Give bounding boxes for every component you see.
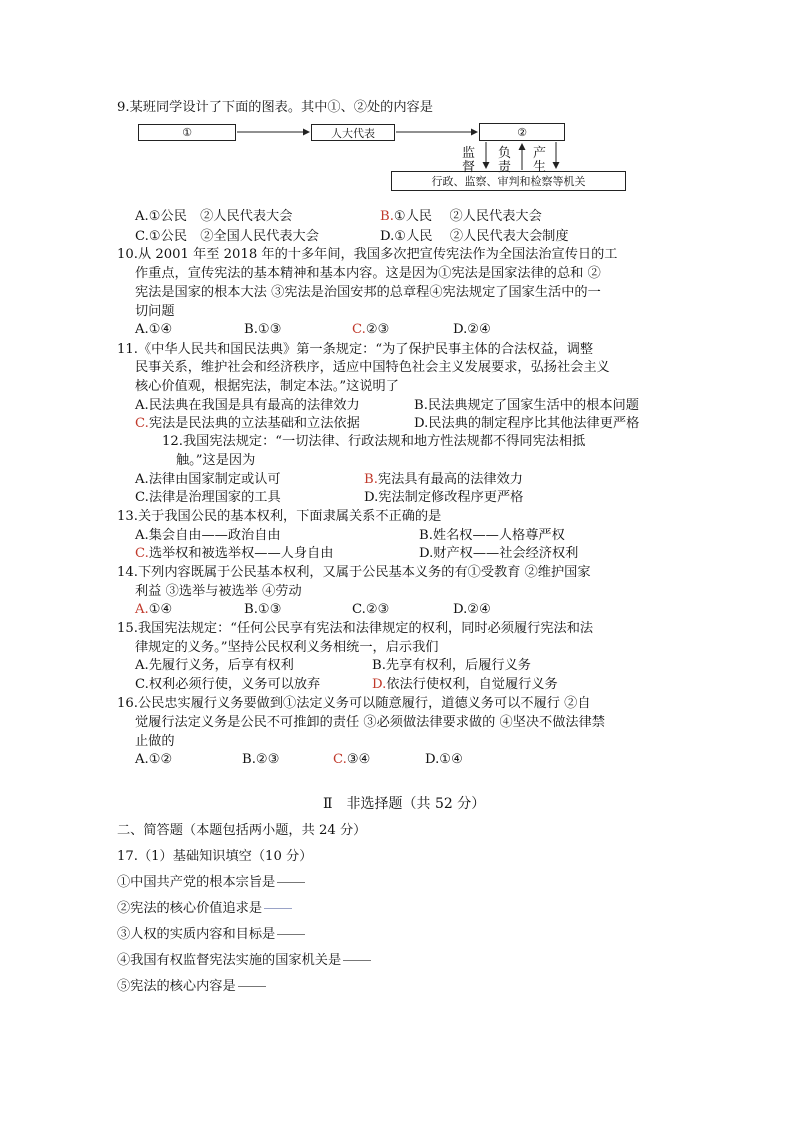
q11-option-a[interactable]: A.民法典在我国是具有最高的法律效力	[135, 398, 360, 413]
diagram-box-4: 行政、监察、审判和检察等机关	[391, 171, 626, 191]
q11-option-d[interactable]: D.民法典的制定程序比其他法律更严格	[414, 416, 640, 431]
q9-stem: 9.某班同学设计了下面的图表。其中①、②处的内容是	[117, 100, 433, 115]
q12-option-a[interactable]: A.法律由国家制定或认可	[135, 472, 281, 487]
fill-blank-item: ⑤宪法的核心内容是	[117, 978, 266, 996]
section-title: Ⅱ 非选择题（共 52 分）	[323, 796, 486, 812]
q16-line: 止做的	[135, 734, 175, 749]
q16-option-c[interactable]: C.③④	[333, 752, 371, 767]
q16-option-d[interactable]: D.①④	[425, 752, 463, 767]
q13-option-c[interactable]: C.选举权和被选举权——人身自由	[135, 546, 334, 561]
q9-option-a[interactable]: A.①公民 ②人民代表大会	[135, 209, 293, 224]
answer-blank[interactable]	[277, 934, 305, 935]
q12-option-d[interactable]: D.宪法制定修改程序更严格	[364, 490, 524, 505]
q13-option-d[interactable]: D.财产权——社会经济权利	[419, 546, 579, 561]
q11-line: 11.《中华人民共和国民法典》第一条规定：“为了保护民事主体的合法权益，调整	[117, 342, 594, 357]
q10-line: 切问题	[135, 304, 175, 319]
q13-option-b[interactable]: B.姓名权——人格尊严权	[419, 528, 565, 543]
q12-option-b[interactable]: B.宪法具有最高的法律效力	[364, 472, 523, 487]
fill-blank-item: ③人权的实质内容和目标是	[117, 926, 305, 944]
q14-line: 利益 ③选举与被选举 ④劳动	[135, 584, 302, 599]
answer-blank[interactable]	[343, 960, 371, 961]
q16-line: 16.公民忠实履行义务要做到①法定义务可以随意履行，道德义务可以不履行 ②自	[117, 696, 591, 711]
q16-option-b[interactable]: B.②③	[242, 752, 280, 767]
q11-option-c[interactable]: C.宪法是民法典的立法基础和立法依据	[135, 416, 360, 431]
diagram-box-3: ②	[479, 123, 565, 141]
q9-option-c[interactable]: C.①公民 ②全国人民代表大会	[135, 229, 319, 244]
q12-option-c[interactable]: C.法律是治理国家的工具	[135, 490, 281, 505]
diagram-label-produce: 产 生	[533, 146, 547, 175]
q11-line: 民事关系，维护社会和经济秩序，适应中国特色社会主义发展要求，弘扬社会主义	[135, 360, 610, 375]
diagram-label-responsible: 负 责	[498, 146, 512, 175]
q15-line: 15.我国宪法规定：“任何公民享有宪法和法律规定的权利，同时必须履行宪法和法	[117, 621, 594, 636]
diagram-box-1: ①	[138, 124, 236, 141]
q15-option-c[interactable]: C.权利必须行使，义务可以放弃	[135, 677, 321, 692]
q10-option-a[interactable]: A.①④	[135, 322, 173, 337]
q10-line: 作重点，宣传宪法的基本精神和基本内容。这是因为①宪法是国家法律的总和 ②	[135, 266, 601, 281]
q14-option-c[interactable]: C.②③	[352, 602, 390, 617]
q12-line: 12.我国宪法规定：“一切法律、行政法规和地方性法规都不得同宪法相抵	[162, 434, 586, 449]
q16-option-a[interactable]: A.①②	[135, 752, 173, 767]
q12-line: 触。”这是因为	[176, 453, 256, 468]
q10-option-d[interactable]: D.②④	[453, 322, 491, 337]
q10-option-b[interactable]: B.①③	[244, 322, 282, 337]
q15-option-b[interactable]: B.先享有权利，后履行义务	[372, 658, 531, 673]
q13-line: 13.关于我国公民的基本权利，下面隶属关系不正确的是	[117, 509, 442, 524]
q10-line: 10.从 2001 年至 2018 年的十多年间，我国多次把宣传宪法作为全国法治宣传日的工	[117, 247, 618, 262]
q17-title: 17.（1）基础知识填空（10 分）	[117, 849, 313, 864]
fill-blank-item: ④我国有权监督宪法实施的国家机关是	[117, 952, 371, 970]
q14-option-a[interactable]: A.①④	[135, 602, 173, 617]
diagram-box-2: 人大代表	[311, 124, 395, 141]
q10-line: 宪法是国家的根本大法 ③宪法是治国安邦的总章程④宪法规定了国家生活中的一	[135, 285, 601, 300]
q11-option-b[interactable]: B.民法典规定了国家生活中的根本问题	[414, 398, 639, 413]
q15-option-a[interactable]: A.先履行义务，后享有权利	[135, 658, 294, 673]
fill-blank-item: ②宪法的核心价值追求是	[117, 900, 292, 918]
q15-option-d[interactable]: D.依法行使权利，自觉履行义务	[372, 677, 558, 692]
q13-option-a[interactable]: A.集会自由——政治自由	[135, 528, 281, 543]
q15-line: 律规定的义务。”坚持公民权利义务相统一，启示我们	[135, 640, 439, 655]
q14-option-d[interactable]: D.②④	[453, 602, 491, 617]
answer-blank[interactable]	[238, 986, 266, 987]
section-heading: 二、简答题（本题包括两小题，共 24 分）	[117, 823, 367, 838]
q9-option-d[interactable]: D.①人民 ②人民代表大会制度	[380, 229, 569, 244]
q14-line: 14.下列内容既属于公民基本权利，又属于公民基本义务的有①受教育 ②维护国家	[117, 565, 591, 580]
q14-option-b[interactable]: B.①③	[244, 602, 282, 617]
q11-line: 核心价值观，根据宪法，制定本法。”这说明了	[135, 379, 399, 394]
answer-blank[interactable]	[277, 882, 305, 883]
diagram-arrows	[0, 0, 794, 200]
q10-option-c[interactable]: C.②③	[352, 322, 390, 337]
q16-line: 觉履行法定义务是公民不可推卸的责任 ③必须做法律要求做的 ④坚决不做法律禁	[135, 715, 605, 730]
q9-option-b[interactable]: B.①人民 ②人民代表大会	[380, 209, 542, 224]
diagram-label-supervise: 监 督	[462, 146, 476, 175]
fill-blank-item: ①中国共产党的根本宗旨是	[117, 874, 305, 892]
answer-blank[interactable]	[264, 908, 292, 909]
